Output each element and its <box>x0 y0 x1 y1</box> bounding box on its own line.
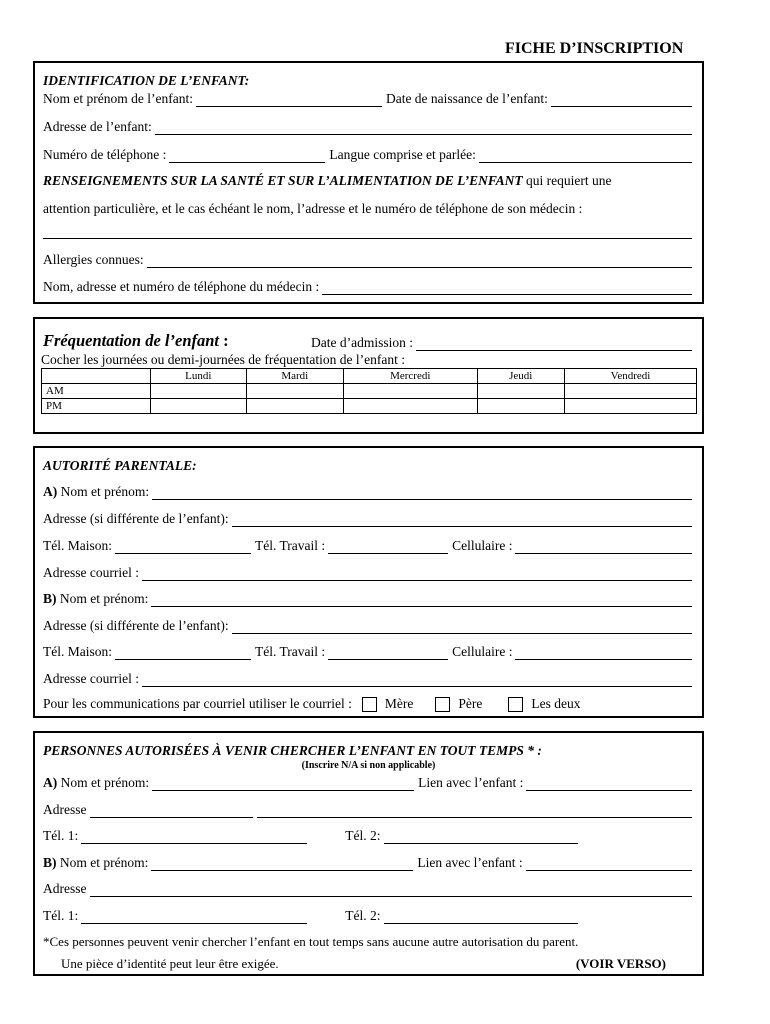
parent-a-home-field[interactable] <box>115 542 251 554</box>
person-a-address-field-2[interactable] <box>257 806 693 818</box>
parent-a-name-label: Nom et prénom: <box>57 484 150 499</box>
cell-pm-friday[interactable] <box>564 399 696 414</box>
option-mother-label: Mère <box>384 696 414 711</box>
parental-section <box>33 446 704 718</box>
parent-a-email-field[interactable] <box>142 569 692 581</box>
person-b-name-label: Nom et prénom: <box>56 855 149 870</box>
parent-b-name-field[interactable] <box>151 595 692 607</box>
attendance-instruction: Cocher les journées ou demi-journées de fréquentation de l’enfant : <box>41 352 405 367</box>
cell-am-friday[interactable] <box>564 384 696 399</box>
cell-am-tuesday[interactable] <box>246 384 343 399</box>
person-b-address-field[interactable] <box>90 885 693 897</box>
parent-b-name-label: Nom et prénom: <box>56 591 149 606</box>
admission-field[interactable] <box>416 339 692 351</box>
parent-b-work-field[interactable] <box>328 648 448 660</box>
footnote-line-2: Une pièce d’identité peut leur être exigée. <box>61 956 279 971</box>
person-b-relation-field[interactable] <box>526 859 692 871</box>
language-label: Langue comprise et parlée: <box>329 147 476 162</box>
person-b-tel2-label: Tél. 2: <box>345 908 381 923</box>
parent-b-cell-field[interactable] <box>515 648 692 660</box>
parental-header: AUTORITÉ PARENTALE: <box>43 458 197 473</box>
option-father-label: Père <box>458 696 483 711</box>
person-b-relation-label: Lien avec l’enfant : <box>417 855 523 870</box>
identification-header: IDENTIFICATION DE L’ENFANT: <box>43 73 250 88</box>
person-b-tel1-field[interactable] <box>81 912 307 924</box>
cell-am-thursday[interactable] <box>477 384 564 399</box>
checkbox-father[interactable] <box>435 697 450 712</box>
option-both-label: Les deux <box>531 696 581 711</box>
health-info-field[interactable] <box>43 227 692 239</box>
day-friday: Vendredi <box>564 369 696 384</box>
person-b-name-field[interactable] <box>151 859 413 871</box>
footnote-line-1: *Ces personnes peuvent venir chercher l’enfant en tout temps sans aucune autre autorisation du parent. <box>43 934 579 949</box>
attendance-header-row <box>42 369 697 384</box>
parent-a-name-field[interactable] <box>152 488 692 500</box>
child-name-label: Nom et prénom de l’enfant: <box>43 91 193 106</box>
corner-cell <box>42 369 151 384</box>
parent-b-cell-label: Cellulaire : <box>452 644 513 659</box>
parent-a-address-label: Adresse (si différente de l’enfant): <box>43 511 229 526</box>
person-a-prefix: A) <box>43 775 58 790</box>
person-a-relation-label: Lien avec l’enfant : <box>418 775 524 790</box>
identification-section <box>33 61 704 304</box>
cell-am-monday[interactable] <box>151 384 247 399</box>
cell-pm-thursday[interactable] <box>477 399 564 414</box>
person-a-tel1-field[interactable] <box>81 832 307 844</box>
day-monday: Lundi <box>151 369 247 384</box>
parent-b-email-field[interactable] <box>142 675 692 687</box>
doctor-label: Nom, adresse et numéro de téléphone du médecin : <box>43 279 320 294</box>
person-a-relation-field[interactable] <box>526 779 692 791</box>
authorized-header: PERSONNES AUTORISÉES À VENIR CHERCHER L’ENFANT EN TOUT TEMPS * : <box>43 743 542 758</box>
person-a-tel2-field[interactable] <box>384 832 578 844</box>
day-tuesday: Mardi <box>246 369 343 384</box>
person-a-name-field[interactable] <box>152 779 414 791</box>
person-b-prefix: B) <box>43 855 57 870</box>
phone-label: Numéro de téléphone : <box>43 147 167 162</box>
day-thursday: Jeudi <box>477 369 564 384</box>
health-text-1: qui requiert une <box>522 173 612 188</box>
person-a-address-field-1[interactable] <box>90 806 253 818</box>
cell-pm-monday[interactable] <box>151 399 247 414</box>
cell-pm-tuesday[interactable] <box>246 399 343 414</box>
child-address-label: Adresse de l’enfant: <box>43 119 152 134</box>
child-address-field[interactable] <box>155 123 692 135</box>
frequentation-header-colon: : <box>219 331 229 350</box>
day-wednesday: Mercredi <box>343 369 477 384</box>
admission-label: Date d’admission : <box>311 335 413 350</box>
person-b-tel1-label: Tél. 1: <box>43 908 79 923</box>
checkbox-mother[interactable] <box>362 697 377 712</box>
attendance-row-pm <box>42 399 697 414</box>
parent-a-address-field[interactable] <box>232 515 692 527</box>
child-dob-field[interactable] <box>551 95 692 107</box>
authorized-note: (Inscrire N/A si non applicable) <box>301 760 436 771</box>
authorized-section <box>33 731 704 976</box>
parent-a-home-label: Tél. Maison: <box>43 538 112 553</box>
frequentation-header: Fréquentation de l’enfant <box>43 331 220 350</box>
parent-b-email-label: Adresse courriel : <box>43 671 139 686</box>
health-text-2: attention particulière, et le cas échéant le nom, l’adresse et le numéro de téléphone de son médecin : <box>43 201 583 216</box>
person-b-tel2-field[interactable] <box>384 912 578 924</box>
parent-b-home-label: Tél. Maison: <box>43 644 112 659</box>
attendance-row-am <box>42 384 697 399</box>
frequentation-section <box>33 317 704 434</box>
row-label-pm: PM <box>42 399 151 414</box>
parent-a-work-label: Tél. Travail : <box>255 538 326 553</box>
doctor-field[interactable] <box>322 283 692 295</box>
person-a-tel1-label: Tél. 1: <box>43 828 79 843</box>
person-a-address-label: Adresse <box>43 802 87 817</box>
parent-a-email-label: Adresse courriel : <box>43 565 139 580</box>
attendance-table <box>41 368 697 414</box>
child-name-field[interactable] <box>196 95 382 107</box>
parent-b-work-label: Tél. Travail : <box>255 644 326 659</box>
health-header: RENSEIGNEMENTS SUR LA SANTÉ ET SUR L’ALIMENTATION DE L’ENFANT <box>43 173 523 188</box>
parent-a-work-field[interactable] <box>328 542 448 554</box>
cell-am-wednesday[interactable] <box>343 384 477 399</box>
allergies-field[interactable] <box>147 256 692 268</box>
communication-label: Pour les communications par courriel utiliser le courriel : <box>43 696 352 711</box>
parent-a-cell-field[interactable] <box>515 542 692 554</box>
person-a-tel2-label: Tél. 2: <box>345 828 381 843</box>
parent-b-address-label: Adresse (si différente de l’enfant): <box>43 618 229 633</box>
parent-a-cell-label: Cellulaire : <box>452 538 513 553</box>
parent-b-home-field[interactable] <box>115 648 251 660</box>
allergies-label: Allergies connues: <box>43 252 144 267</box>
person-a-name-label: Nom et prénom: <box>57 775 150 790</box>
child-dob-label: Date de naissance de l’enfant: <box>385 91 548 106</box>
phone-field[interactable] <box>169 151 325 163</box>
cell-pm-wednesday[interactable] <box>343 399 477 414</box>
person-b-address-label: Adresse <box>43 881 87 896</box>
row-label-am: AM <box>42 384 151 399</box>
checkbox-both[interactable] <box>508 697 523 712</box>
parent-b-address-field[interactable] <box>232 622 692 634</box>
parent-b-prefix: B) <box>43 591 57 606</box>
parent-a-prefix: A) <box>43 484 58 499</box>
form-title: FICHE D’INSCRIPTION <box>505 40 684 57</box>
language-field[interactable] <box>479 151 692 163</box>
see-back-label: (VOIR VERSO) <box>575 956 666 971</box>
